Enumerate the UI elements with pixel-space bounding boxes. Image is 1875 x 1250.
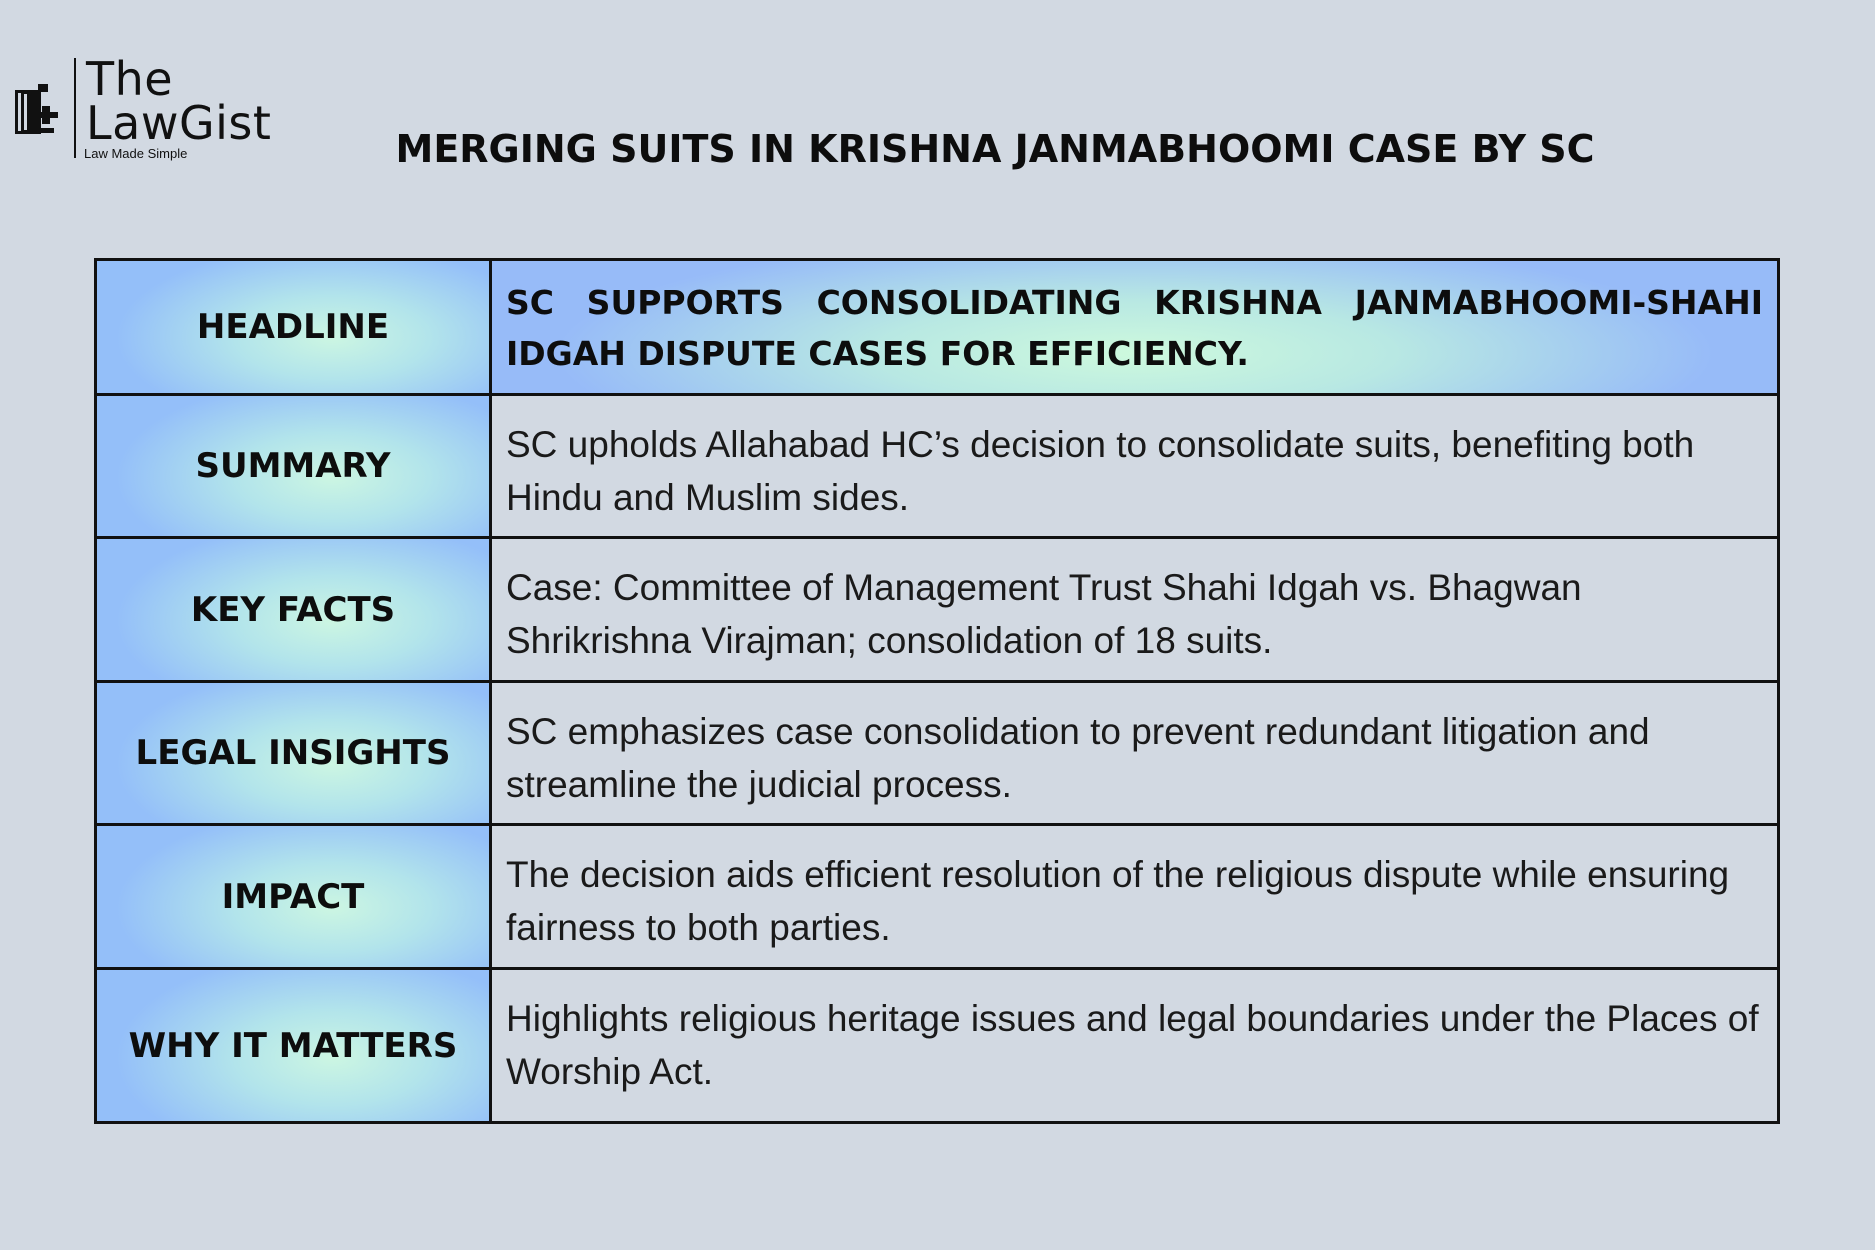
row-value-legal-insights: SC emphasizes case consolidation to prevent redundant litigation and streamline the judicial process. [492,683,1777,826]
row-value-key-facts: Case: Committee of Management Trust Shahi Idgah vs. Bhagwan Shrikrishna Virajman; consolidation of 18 suits. [492,539,1777,683]
brand-logo[interactable] [12,52,282,166]
row-value-summary: SC upholds Allahabad HC’s decision to consolidate suits, benefiting both Hindu and Muslim sides. [492,396,1777,539]
row-label-key-facts: KEY FACTS [97,539,492,683]
row-label-headline: HEADLINE [97,261,492,396]
row-value-headline: SC SUPPORTS CONSOLIDATING KRISHNA JANMABHOOMI-SHAHI IDGAH DISPUTE CASES FOR EFFICIENCY. [492,261,1777,396]
summary-table [94,258,1780,1124]
row-value-why-it-matters: Highlights religious heritage issues and legal boundaries under the Places of Worship Act. [506,998,1759,1092]
row-value-impact: The decision aids efficient resolution of the religious dispute while ensuring fairness to both parties. [492,826,1777,970]
row-label-why-it-matters: WHY IT MATTERS [97,970,492,1121]
law-book-gavel-icon [12,82,64,138]
page-title: MERGING SUITS IN KRISHNA JANMABHOOMI CASE BY SC [395,127,1595,171]
brand-tagline: Law Made Simple [84,146,188,161]
row-label-summary: SUMMARY [97,396,492,539]
brand-name-line-2: LawGist [86,96,272,150]
row-label-impact: IMPACT [97,826,492,970]
logo-divider [74,58,76,158]
row-label-legal-insights: LEGAL INSIGHTS [97,683,492,826]
brand-name-line-1: The [86,52,174,106]
